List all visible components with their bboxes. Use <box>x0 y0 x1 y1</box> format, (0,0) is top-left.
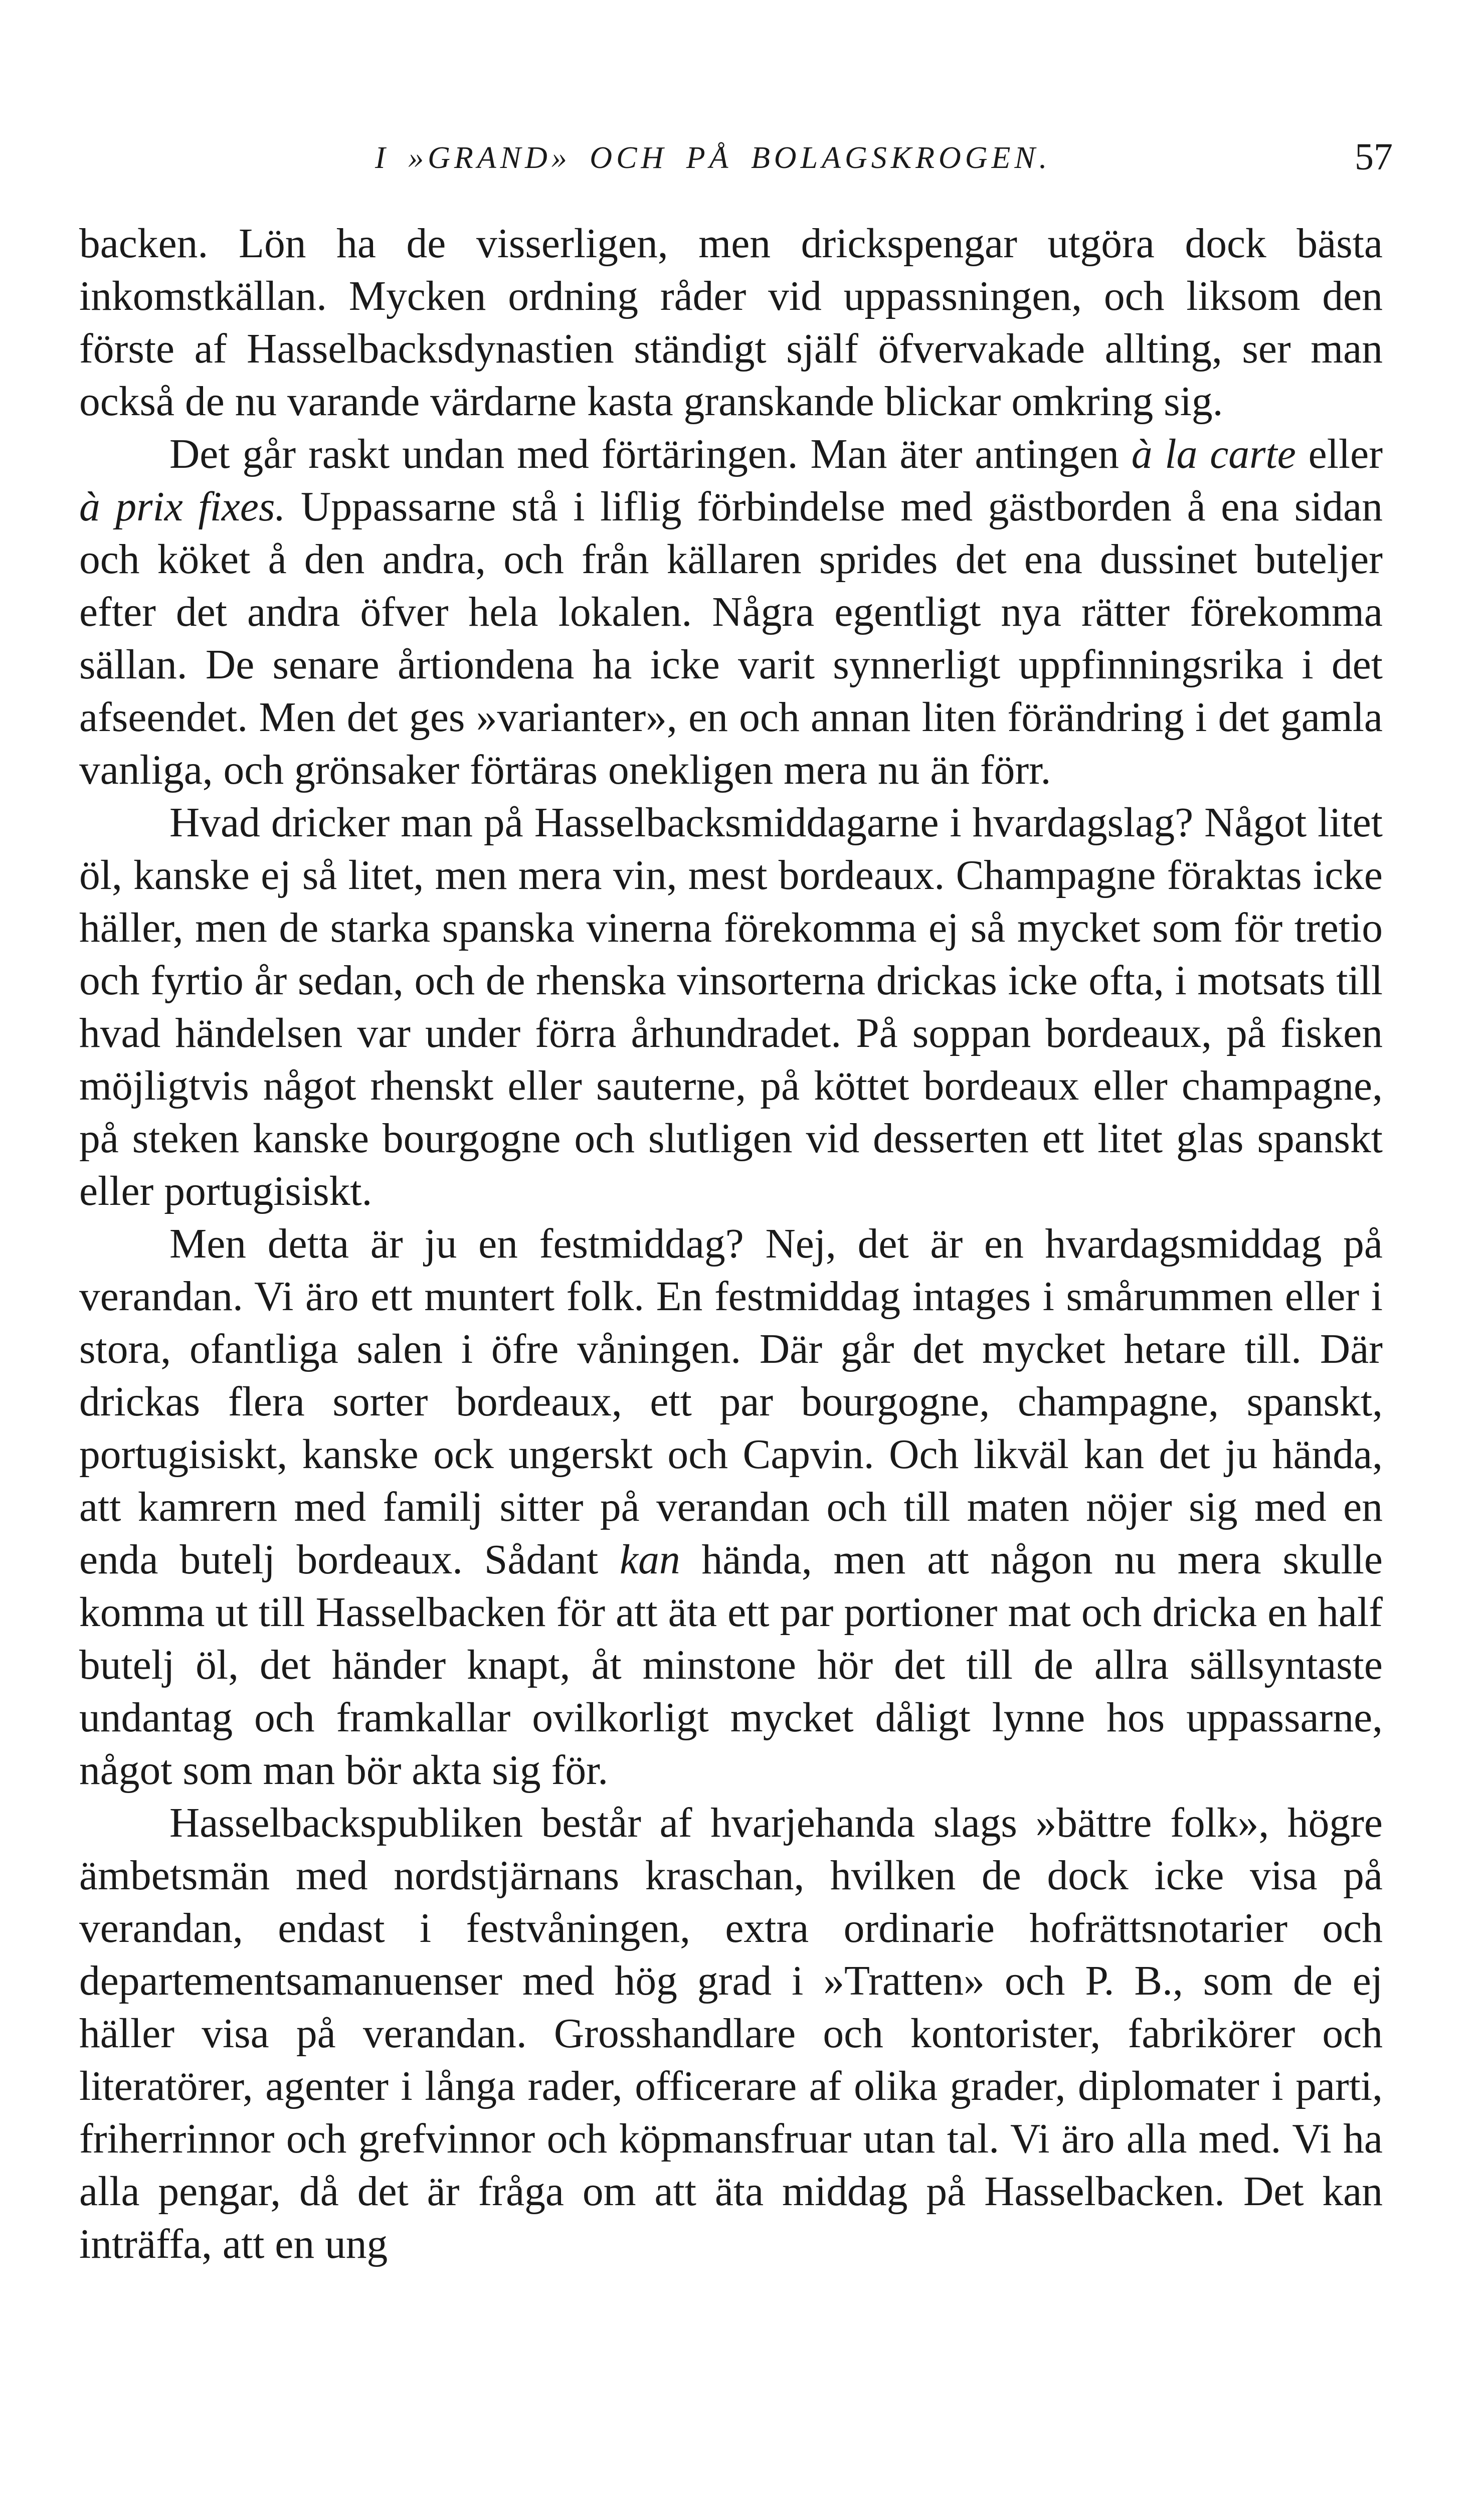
page-content <box>79 135 1393 2271</box>
page-number: 57 <box>1355 136 1393 178</box>
paragraph-2-text-a: Det går raskt undan med förtäringen. Man äter antingen <box>169 431 1132 477</box>
paragraph-2-text-c: Uppassarne stå i liflig förbindelse med gästborden å ena sidan och köket å den andra, och från källaren sprides det ena dussinet buteljer efter det andra öfver hela lokalen. Några egentligt nya rätter förekomma sällan. De senare årtiondena ha icke varit synnerligt uppfinningsrika i det afseendet. Men det ges »varianter», en och annan liten förändring i det gamla vanliga, och grönsaker förtäras onekligen mera nu än förr. <box>79 484 1383 793</box>
paragraph-4-text-a: Men detta är ju en festmiddag? Nej, det är en hvardagsmiddag på verandan. Vi äro ett muntert folk. En festmiddag intages i smårummen eller i stora, ofantliga salen i öfre våningen. Där går det mycket hetare till. Där drickas flera sorter bordeaux, ett par bourgogne, champagne, spanskt, portugisiskt, kanske ock ungerskt och Capvin. Och likväl kan det ju hända, att kamrern med familj sitter på verandan och till maten nöjer sig med en enda butelj bordeaux. Sådant <box>79 1221 1383 1583</box>
paragraph-2-italic-b: à prix fixes. <box>79 484 286 530</box>
paragraph-2-text-b: eller <box>1295 431 1383 477</box>
paragraph-2 <box>79 428 1383 797</box>
paragraph-4 <box>79 1218 1383 1797</box>
running-head: I »GRAND» OCH PÅ BOLAGSKROGEN. <box>375 141 1051 175</box>
paragraph-4-text-b: hända, men att någon nu mera skulle komma ut till Hasselbacken för att äta ett par portioner mat och dricka en half butelj öl, det händer knapt, åt minstone hör det till de allra sällsyntaste undantag och framkallar ovilkorligt mycket dåligt lynne hos uppassarne, något som man bör akta sig för. <box>79 1537 1383 1794</box>
page-header <box>79 135 1393 196</box>
paragraph-5: Hasselbackspubliken består af hvarjehanda slags »bättre folk», högre ämbetsmän med nordstjärnans kraschan, hvilken de dock icke visa på verandan, endast i festvåningen, extra ordinarie hofrättsnotarier och departementsamanuenser med hög grad i »Tratten» och P. B., som de ej häller visa på verandan. Grosshandlare och kontorister, fabrikörer och literatörer, agenter i långa rader, officerare af olika grader, diplomater i parti, friherrinnor och grefvinnor och köpmansfruar utan tal. Vi äro alla med. Vi ha alla pengar, då det är fråga om att äta middag på Hasselbacken. Det kan inträffa, att en ung <box>79 1800 1383 2267</box>
paragraph-3: Hvad dricker man på Hasselbacksmiddagarne i hvardagslag? Något litet öl, kanske ej så litet, men mera vin, mest bordeaux. Champagne föraktas icke häller, men de starka spanska vinerna förekomma ej så mycket som för tretio och fyrtio år sedan, och de rhenska vinsorterna drickas icke ofta, i motsats till hvad händelsen var under förra århundradet. På soppan bordeaux, på fisken möjligtvis något rhenskt eller sauterne, på köttet bordeaux eller champagne, på steken kanske bourgogne och slutligen vid desserten ett litet glas spanskt eller portugisiskt. <box>79 800 1383 1214</box>
paragraph-1: backen. Lön ha de visserligen, men drickspengar utgöra dock bästa inkomstkällan. Mycken ordning råder vid uppassningen, och liksom den förste af Hasselbacksdynastien ständigt själf öfvervakade allting, ser man också de nu varande värdarne kasta granskande blickar omkring sig. <box>79 221 1383 425</box>
paragraph-2-italic-a: à la carte <box>1131 431 1296 477</box>
paragraph-4-italic: kan <box>620 1537 680 1583</box>
